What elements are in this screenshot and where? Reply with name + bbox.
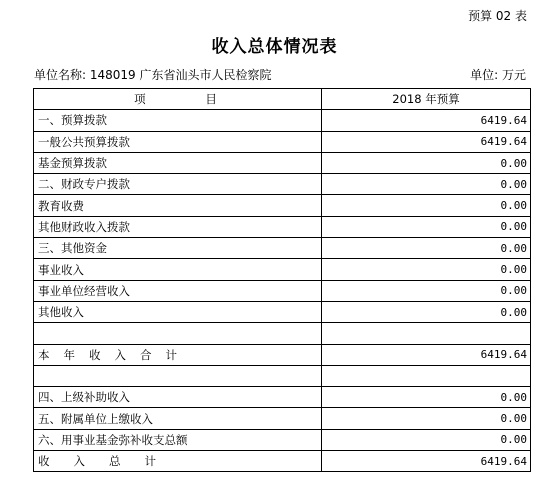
subtotal-label: 本年收入合计 [34,344,322,365]
table-row [34,174,531,195]
row-label: 二、财政专户拨款 [34,174,322,195]
unit-name: 单位名称: 148019 广东省汕头市人民检察院 [34,68,272,82]
table-row [34,280,531,301]
table-row [34,195,531,216]
row-value: 6419.64 [322,131,531,152]
grand-total-row [34,451,531,472]
row-label: 一、预算拨款 [34,110,322,131]
table-row [34,238,531,259]
table-row [34,152,531,173]
row-label: 一般公共预算拨款 [34,131,322,152]
row-label: 事业单位经营收入 [34,280,322,301]
row-value: 0.00 [322,301,531,322]
row-label: 事业收入 [34,259,322,280]
row-value: 0.00 [322,280,531,301]
row-label: 五、附属单位上缴收入 [34,408,322,429]
row-value: 0.00 [322,429,531,450]
row-label: 基金预算拨款 [34,152,322,173]
grand-total-label: 收入总计 [34,451,322,472]
table-row [34,259,531,280]
table-row [34,408,531,429]
form-number: 预算 02 表 [468,9,527,23]
row-value: 0.00 [322,152,531,173]
empty-cell [322,323,531,344]
column-header-budget: 2018 年预算 [322,89,531,110]
empty-cell [34,365,322,386]
row-value: 0.00 [322,216,531,237]
table-row [34,301,531,322]
row-label: 六、用事业基金弥补收支总额 [34,429,322,450]
row-label: 三、其他资金 [34,238,322,259]
row-value: 0.00 [322,259,531,280]
row-label: 其他财政收入拨款 [34,216,322,237]
empty-cell [322,365,531,386]
empty-row [34,365,531,386]
subtotal-row [34,344,531,365]
row-value: 0.00 [322,174,531,195]
row-value: 6419.64 [322,110,531,131]
table-row [34,429,531,450]
table-row [34,387,531,408]
subtotal-value: 6419.64 [322,344,531,365]
grand-total-value: 6419.64 [322,451,531,472]
income-table [33,88,531,472]
empty-row [34,323,531,344]
column-header-item: 项 目 [34,89,322,110]
currency-unit: 单位: 万元 [470,68,526,82]
table-row [34,110,531,131]
row-label: 四、上级补助收入 [34,387,322,408]
empty-cell [34,323,322,344]
page-title: 收入总体情况表 [211,37,338,57]
row-value: 0.00 [322,387,531,408]
meta-line [34,66,528,83]
row-value: 0.00 [322,408,531,429]
row-value: 0.00 [322,195,531,216]
row-label: 教育收费 [34,195,322,216]
table-row [34,131,531,152]
table-header-row [34,89,531,110]
table-row [34,216,531,237]
row-label: 其他收入 [34,301,322,322]
row-value: 0.00 [322,238,531,259]
